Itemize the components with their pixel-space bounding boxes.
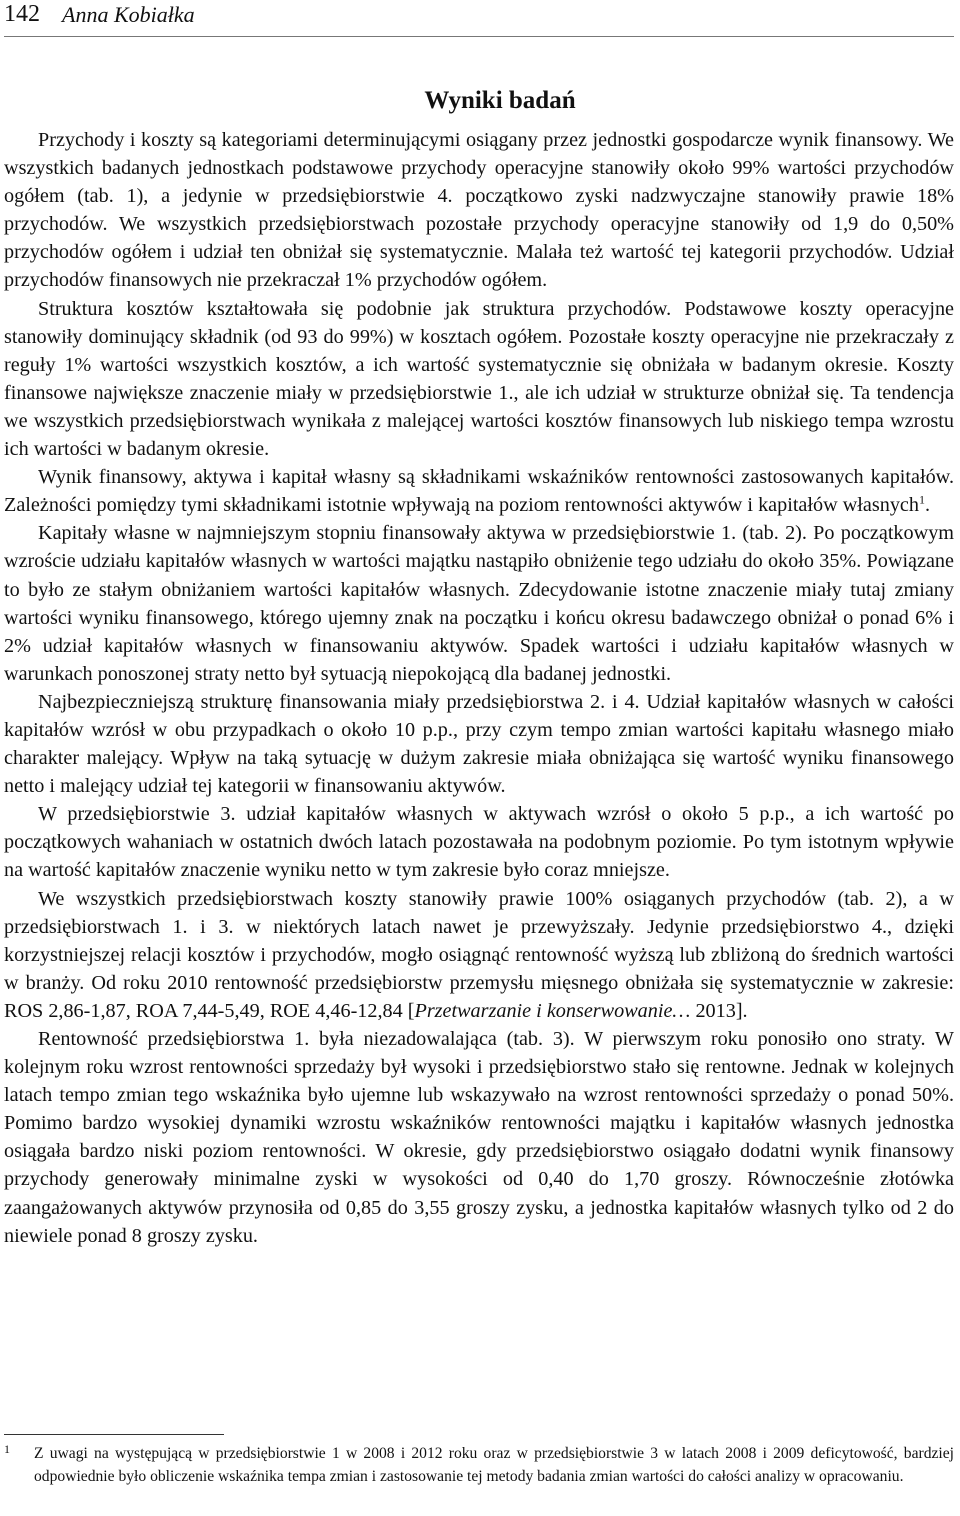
paragraph-6 <box>4 800 954 884</box>
footnote-reference[interactable]: 1 <box>918 492 925 507</box>
citation-title: Przetwarzanie i konserwowanie… <box>414 999 691 1022</box>
paragraph-1 <box>4 126 954 295</box>
paragraph-text: Rentowność przedsiębiorstwa 1. była niezadowalająca (tab. 3). W pierwszym roku ponosiło ono straty. W kolejnym roku wzrost rentowności sprzedaży był wysoki i przedsiębiorstwo stało się rentowne. Jednak w kolejnych latach tempo zmian tego wskaźnika było ujemne lub wskazywało na wzrost rentowności sprzedaży o ponad 50%. Pomimo bardzo wysokiej dynamiki wzrostu wskaźników rentowności majątku i kapitałów własnych jednostka osiągała bardzo niski poziom rentowności. W okresie, gdy przedsiębiorstwo osiągało dodatni wynik finansowy przychody generowały minimalne zyski w wysokości od 0,40 do 1,70 groszy. Równocześnie złotówka zaangażowanych aktywów przynosiła od 0,85 do 3,55 groszy zysku, a jednostka kapitałów własnych tylko od 2 do niewiele ponad 8 groszy zysku. <box>4 1028 954 1247</box>
paragraph-text: Przychody i koszty są kategoriami determinującymi osiągany przez jednostki gospodarcze wynik finansowy. We wszystkich badanych jednostkach podstawowe przychody operacyjne stanowiły około 99% wartości przychodów ogółem (tab. 1), a jedynie w przedsiębiorstwie 4. początkowo zyski nadzwyczajne stanowiły prawie 18% przychodów. We wszystkich przedsiębiorstwach pozostałe przychody operacyjne stanowiły od 1,9 do 0,50% przychodów ogółem i udział ten obniżał się systematycznie. Malała też wartość tej kategorii przychodów. Udział przychodów finansowych nie przekraczał 1% przychodów ogółem. <box>4 129 954 292</box>
paragraph-2 <box>4 295 954 464</box>
paragraph-text: Wynik finansowy, aktywa i kapitał własny są składnikami wskaźników rentowności zastosowanych kapitałów. Zależności pomiędzy tymi składnikami istotnie wpływają na poziom rentowności aktywów i kapitałów własnych <box>4 466 954 517</box>
header-rule <box>4 36 954 37</box>
paragraph-text-end: 2013]. <box>690 999 748 1022</box>
body-text <box>4 126 954 1250</box>
section-title: Wyniki badań <box>424 87 576 114</box>
running-head-author: Anna Kobiałka <box>62 2 195 27</box>
paragraph-text: W przedsiębiorstwie 3. udział kapitałów własnych w aktywach wzrósł o około 5 p.p., a ich wartość po początkowych wahaniach w ostatnich dwóch latach pozostawała na podobnym poziomie. Po tym istotnym wpływie na wartość kapitałów znaczenie wyniku netto w tym zakresie było coraz mniejsze. <box>4 803 954 882</box>
paragraph-text-end: . <box>924 494 931 517</box>
paragraph-7 <box>4 885 954 1025</box>
page-number: 142 <box>4 1 40 27</box>
paragraph-text: Najbezpieczniejszą strukturę finansowania miały przedsiębiorstwa 2. i 4. Udział kapitałów własnych w całości kapitałów wzrósł w obu przypadkach o około 10 p.p., przy czym tempo zmian wartości kapitału własnego miało charakter malejący. Wpływ na taką sytuację w dużym zakresie miała obniżająca się wartość wyniku finansowego netto i malejący udział tej kategorii w finansowaniu aktywów. <box>4 690 954 798</box>
paragraph-5 <box>4 688 954 800</box>
footnote-text: Z uwagi na występującą w przedsiębiorstwie 1 w 2008 i 2012 roku oraz w przedsiębiorstwie 3 w latach 2008 i 2009 deficytowość, bardziej odpowiednie było obliczenie wskaźnika tempa zmian i zastosowanie tej metody badania zmian wartości do całości analizy w opracowaniu. <box>34 1445 954 1485</box>
paragraph-8 <box>4 1025 954 1250</box>
paragraph-4 <box>4 519 954 688</box>
footnote-rule <box>4 1434 224 1435</box>
paragraph-text: We wszystkich przedsiębiorstwach koszty stanowiły prawie 100% osiąganych przychodów (tab. 2), a w przedsiębiorstwach 1. i 3. w niektórych latach nawet je przewyższały. Jedynie przedsiębiorstwo 4., dzięki korzystniejszej relacji kosztów i przychodów, mogło osiągnąć rentowność wyższą lub zbliżoną do średnich wartości w branży. Od roku 2010 rentowność przedsiębiorstw przemysłu mięsnego obniżała się systematycznie w zakresie: ROS 2,86-1,87, ROA 7,44-5,49, ROE 4,46-12,84 [ <box>4 887 954 1022</box>
footnote-mark: 1 <box>4 1442 10 1456</box>
paragraph-text: Kapitały własne w najmniejszym stopniu finansowały aktywa w przedsiębiorstwie 1. (tab. 2). Po początkowym wzroście udziału kapitałów własnych w wartości majątku nastąpiło obniżenie tego udziału do około 35%. Powiązane to było ze stałym obniżaniem wartości kapitałów własnych. Zdecydowanie istotne znaczenie miały tutaj zmiany wartości wyniku finansowego, którego ujemny znak na początku i końcu okresu badawczego obniżał o ponad 6% i 2% udział kapitałów własnych w finansowaniu aktywów. Spadek wartości i udziału kapitałów własnych w warunkach ponoszonej straty netto był sytuacją niepokojącą dla badanej jednostki. <box>4 522 954 685</box>
paragraph-text: Struktura kosztów kształtowała się podobnie jak struktura przychodów. Podstawowe koszty operacyjne stanowiły dominujący składnik (od 93 do 99%) w kosztach ogółem. Pozostałe koszty operacyjne nie przekraczały z reguły 1% wartości wszystkich kosztów, a ich wartość systematycznie się obniżała w badanym okresie. Koszty finansowe największe znaczenie miały w przedsiębiorstwie 1., ale ich udział w strukturze obniżał się. Ta tendencja we wszystkich przedsiębiorstwach wynikała z malejącej wartości kosztów finansowych lub niskiego tempa wzrostu ich wartości w badanym okresie. <box>4 297 954 461</box>
footnote <box>4 1442 954 1488</box>
running-head <box>4 0 954 28</box>
paragraph-3 <box>4 463 954 519</box>
